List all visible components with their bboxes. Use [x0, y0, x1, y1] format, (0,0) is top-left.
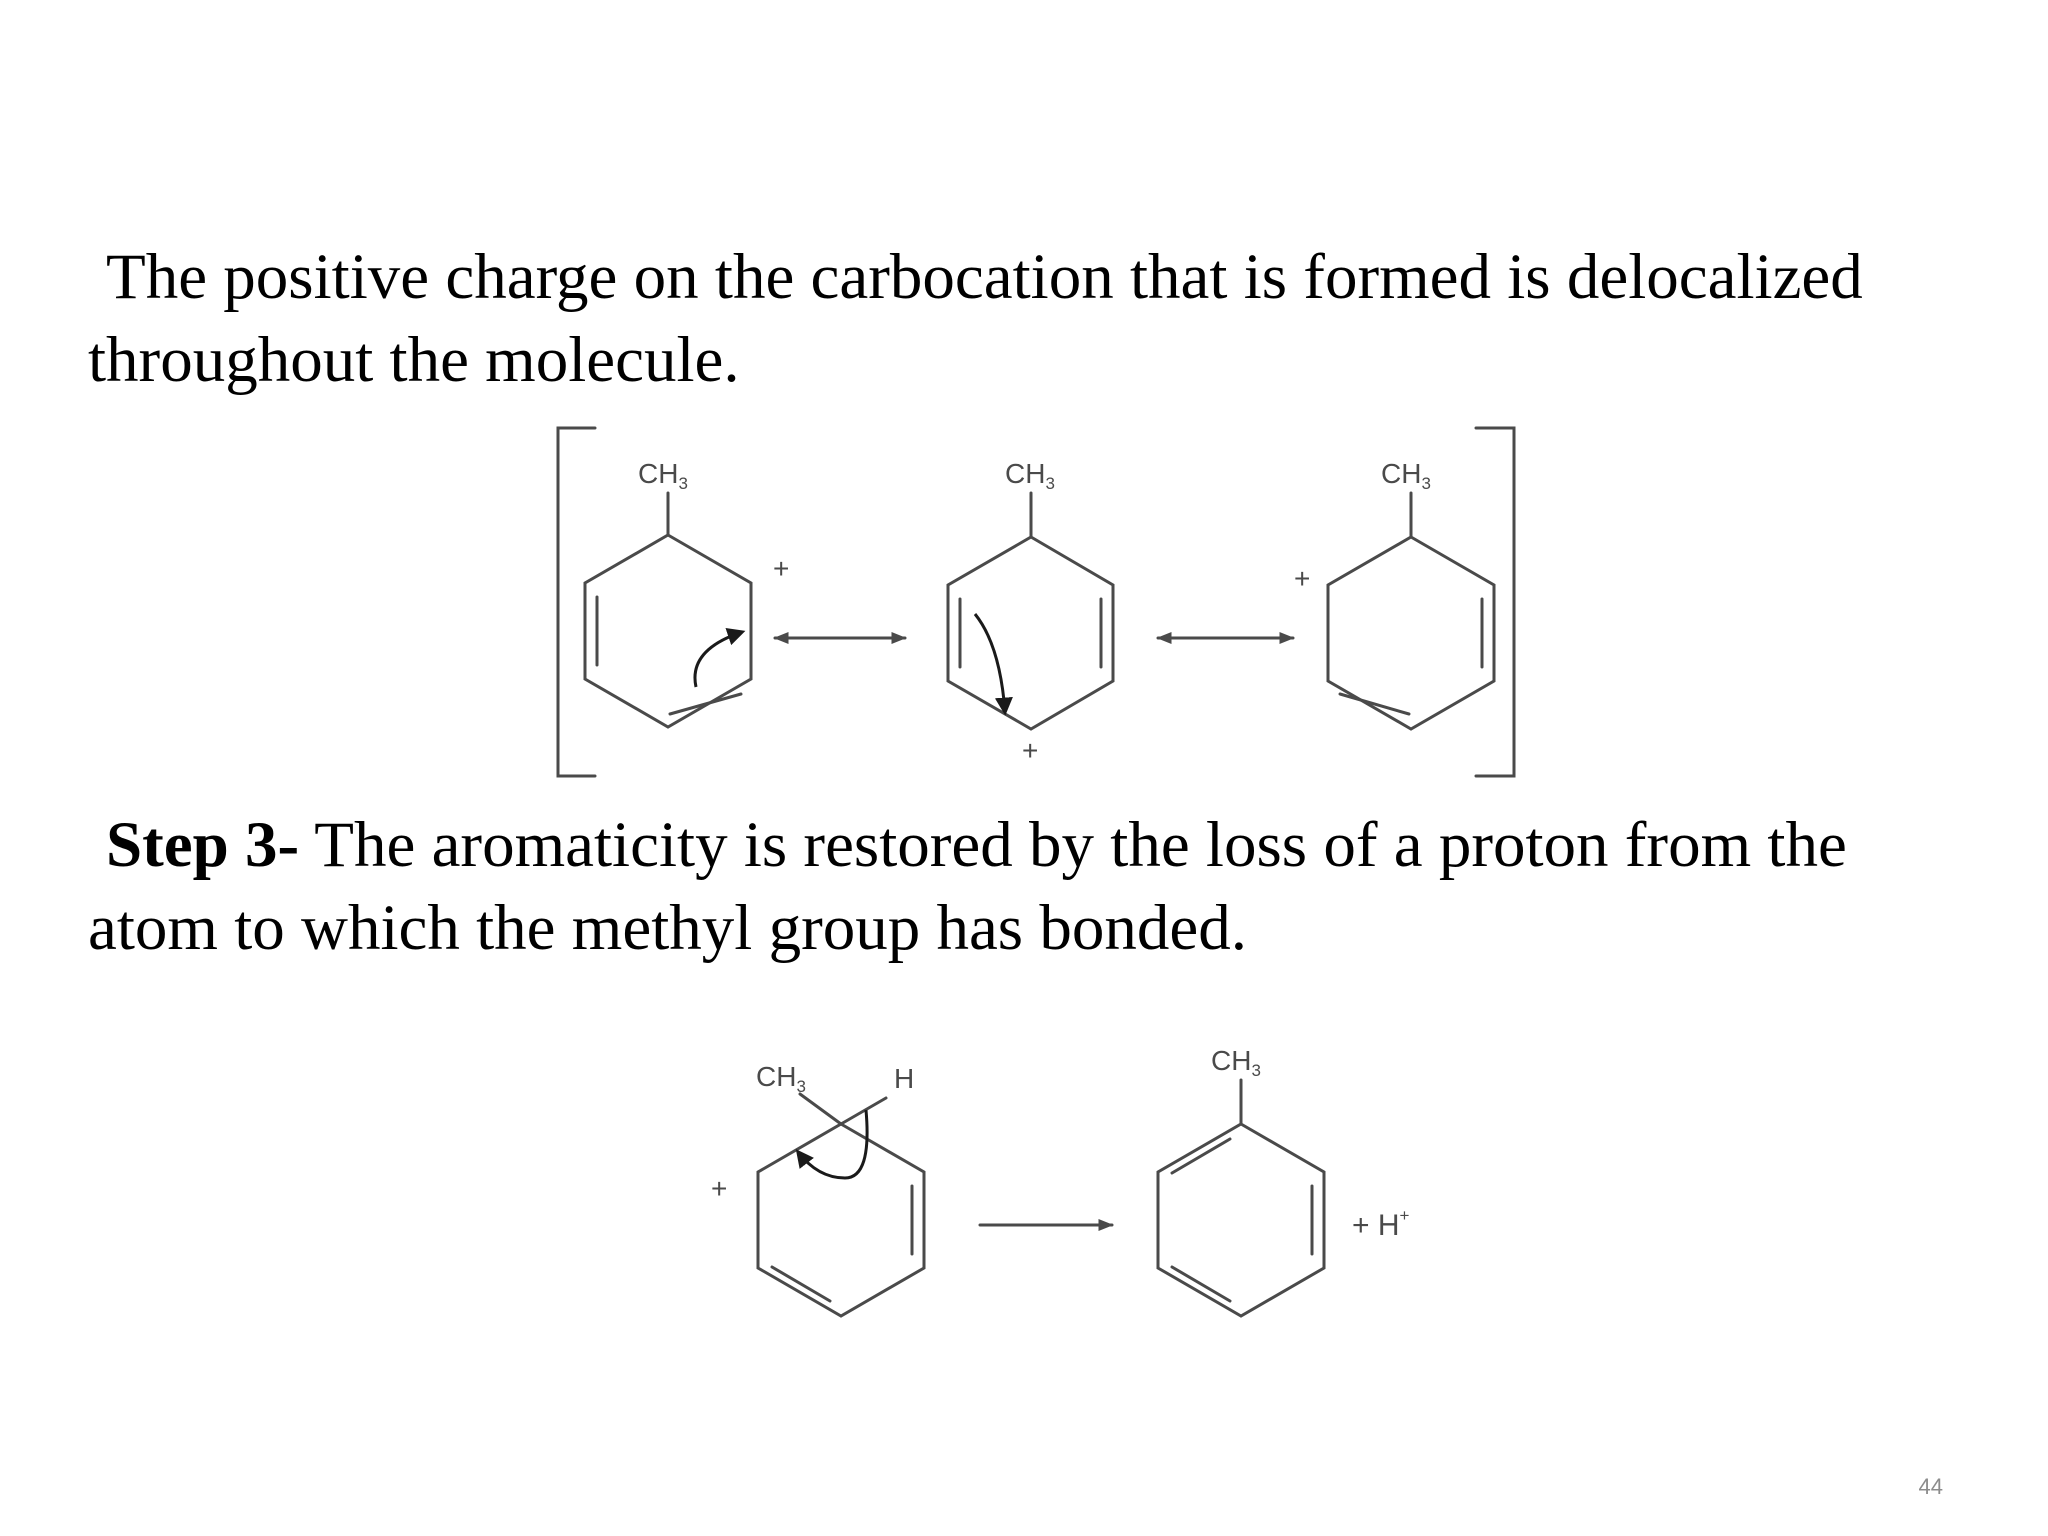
methyl-label: $CH_3$	[1005, 458, 1055, 493]
resonance-structure-1	[585, 458, 789, 727]
deprotonation-scheme	[711, 1045, 1410, 1316]
toluene-product	[1158, 1045, 1324, 1316]
left-bracket	[558, 428, 595, 776]
methyl-label: $CH_3$	[1211, 1045, 1261, 1080]
methyl-label: $CH_3$	[638, 458, 688, 493]
step-3-line-1	[88, 804, 1988, 887]
positive-charge: +	[711, 1173, 728, 1204]
methyl-label: $CH_3$	[756, 1061, 806, 1096]
positive-charge: +	[773, 553, 790, 584]
resonance-structure-3	[1294, 458, 1494, 729]
positive-charge: +	[1294, 563, 1311, 594]
positive-charge: +	[1022, 735, 1039, 766]
delocalization-line-1: The positive charge on the carbocation that is formed is delocalized	[106, 241, 1863, 313]
proton-byproduct: + H+	[1352, 1206, 1410, 1242]
step-3-line-2: atom to which the methyl group has bonded.	[88, 892, 1247, 964]
resonance-structures	[558, 428, 1514, 776]
step-3-paragraph	[88, 804, 1988, 970]
methyl-label: $CH_3$	[1381, 458, 1431, 493]
resonance-structure-2	[948, 458, 1113, 766]
step-3-line-1-text: The aromaticity is restored by the loss of a proton from the	[299, 809, 1847, 881]
delocalization-line-2: throughout the molecule.	[88, 324, 740, 396]
hydrogen-label: H	[894, 1063, 915, 1094]
arenium-ion	[711, 1061, 924, 1316]
step-3-label: Step 3-	[106, 809, 300, 881]
page-number: 44	[1918, 1474, 1943, 1499]
